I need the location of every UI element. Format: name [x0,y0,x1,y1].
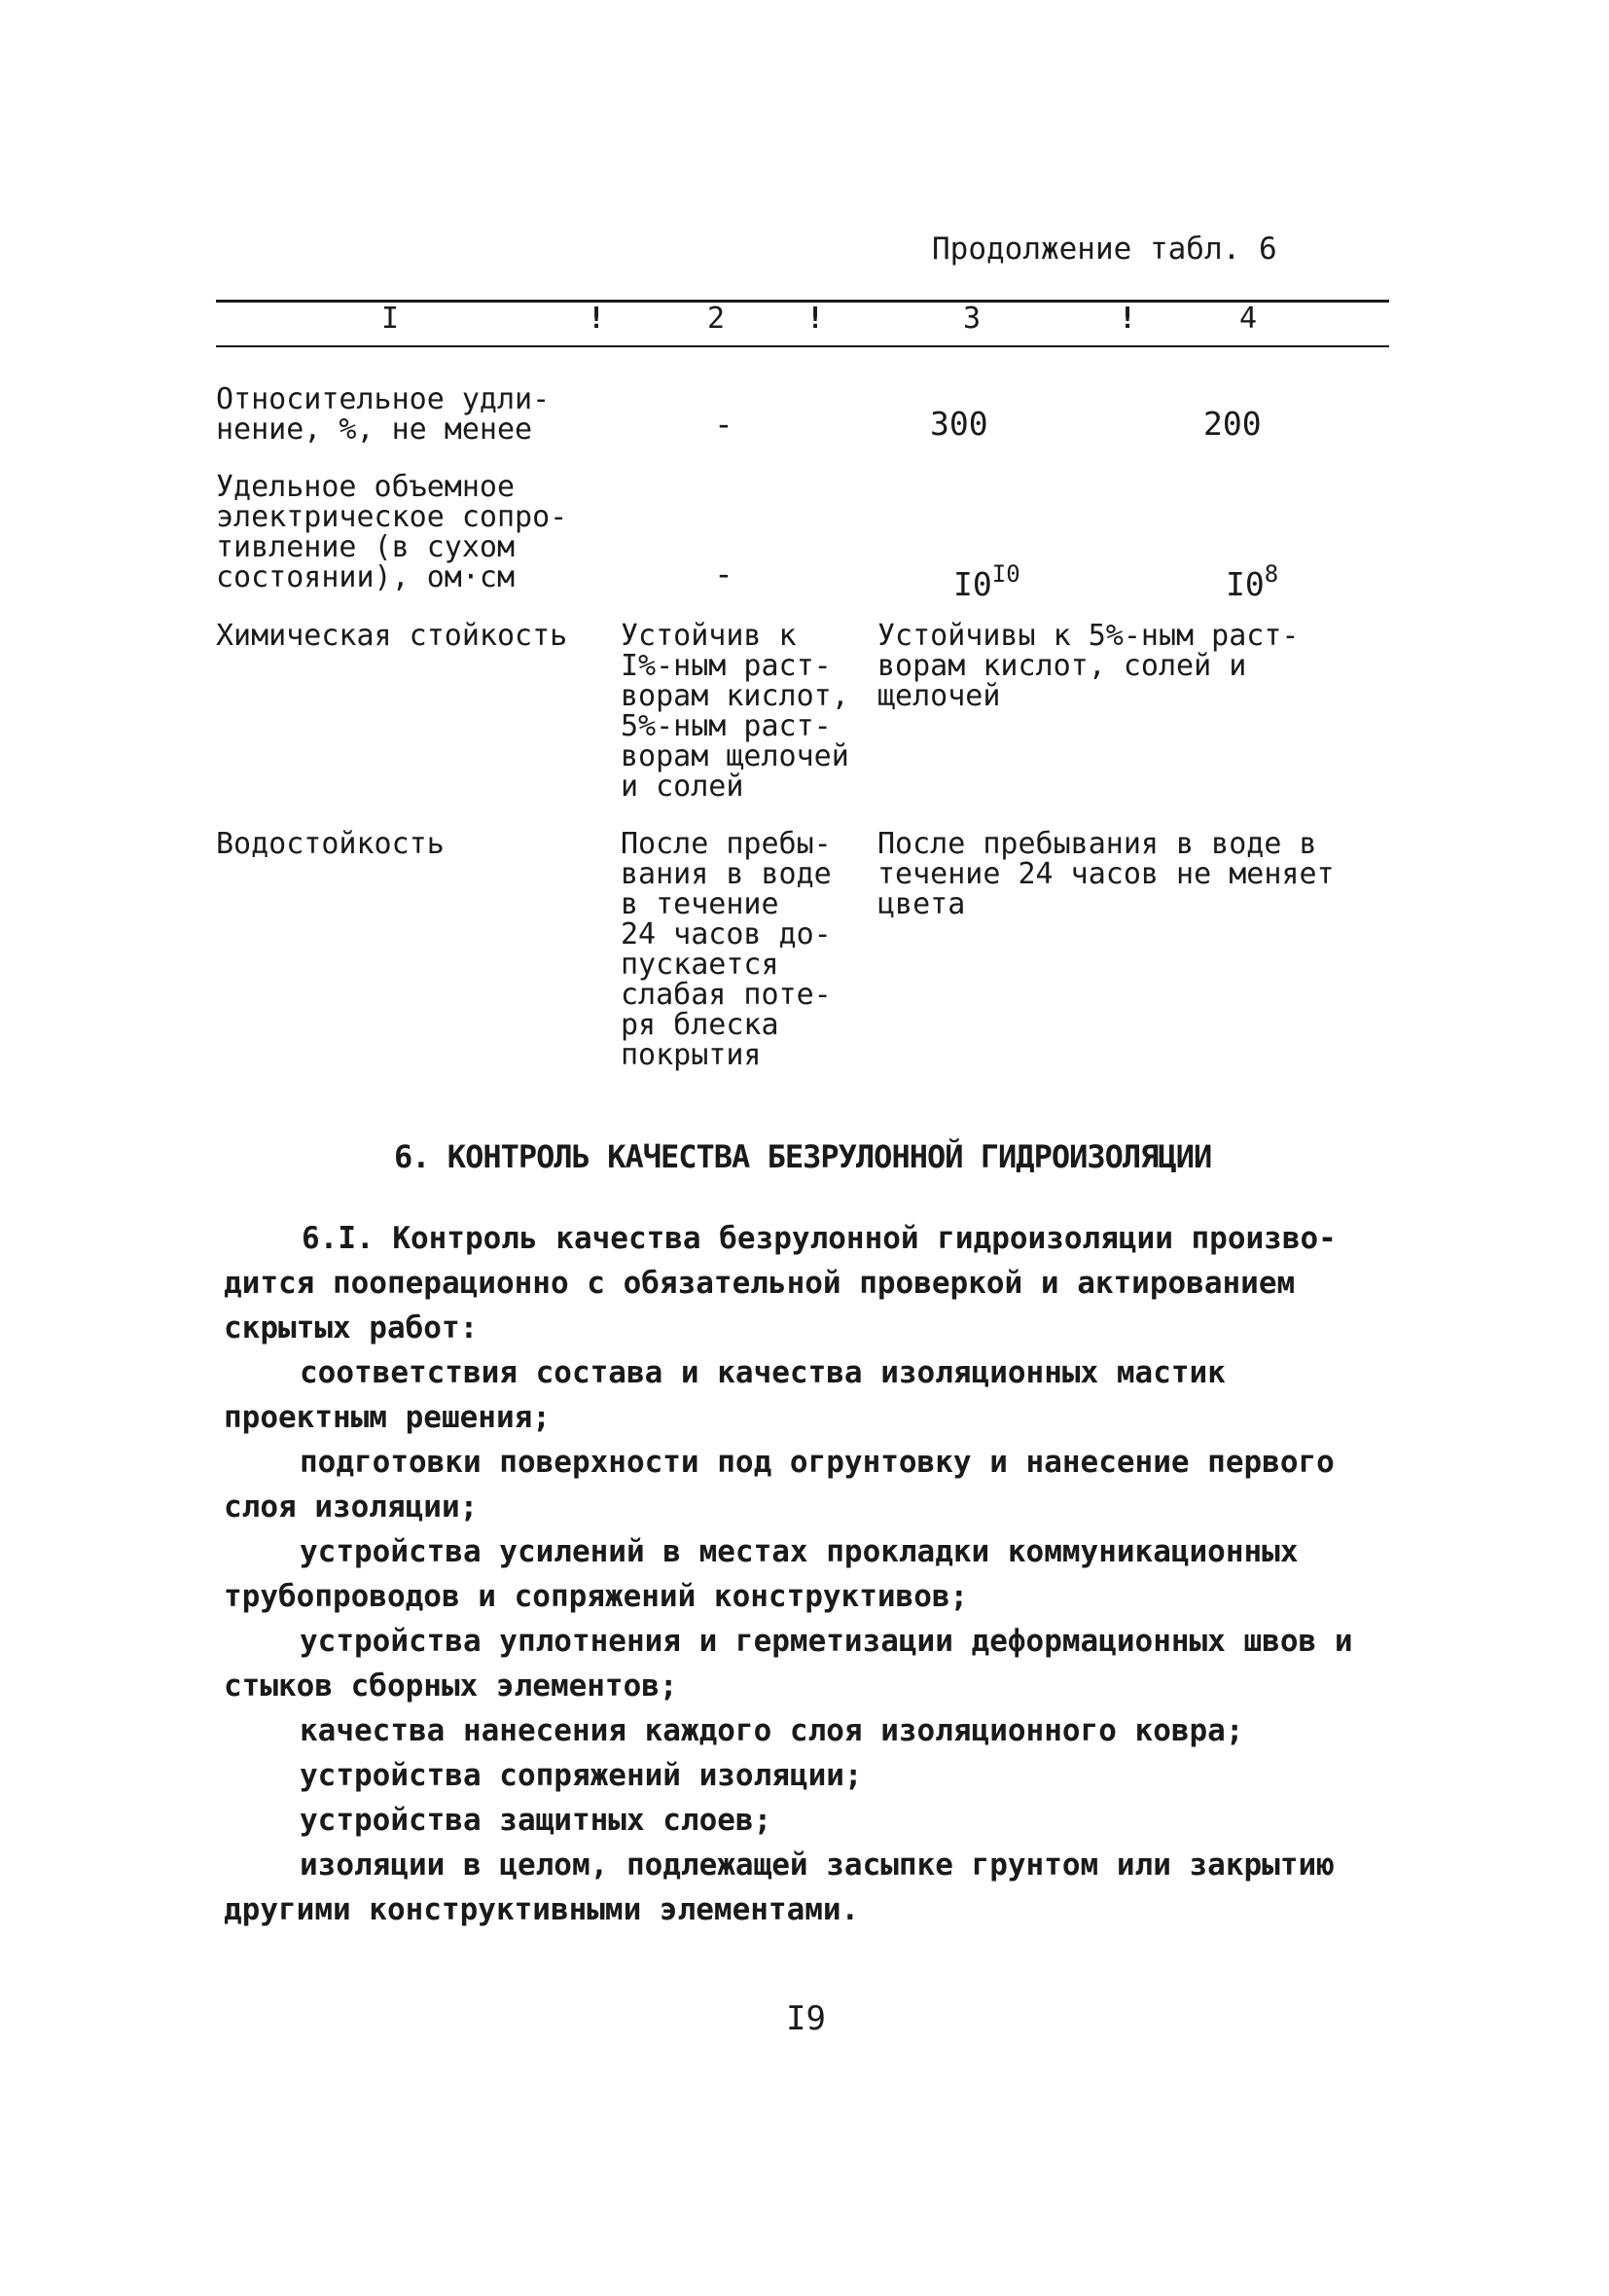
paragraph: изоляции в целом, подлежащей засыпке грунтом или закрытию другими конструктивными элементами. [224,1848,1335,1927]
paragraph: устройства сопряжений изоляции; [300,1758,863,1793]
row-chemical-col2: Устойчив к I%-ным раст- ворам кислот, 5%-ным раст- ворам щелочей и солей [621,619,849,804]
column-number-3: 3 [963,302,982,336]
column-separator: ! [806,302,825,336]
row-resistivity-col4: $I0^8$ [1226,560,1279,603]
column-number-4: 4 [1239,302,1258,336]
paragraph: устройства защитных слоев; [300,1803,772,1838]
table-header-rule [216,345,1389,347]
row-resistivity-property: Удельное объемное электрическое сопро- тивление (в сухом состоянии), ом·см [216,470,568,594]
column-number-1: I [381,302,400,336]
page-number: I9 [786,1999,826,2038]
paragraph: устройства уплотнения и герметизации деформационных швов и стыков сборных элементов; [224,1624,1353,1704]
row-elongation-col3: 300 [930,405,988,443]
paragraph: качества нанесения каждого слоя изоляционного ковра; [300,1713,1244,1748]
column-separator: ! [588,302,606,336]
section-body [224,1216,1391,1932]
row-elongation-col4: 200 [1203,405,1262,443]
paragraph: 6.I. Контроль качества безрулонной гидроизоляции произво-дится пооперационно с обязательной проверкой и актированием скрытых работ: [224,1221,1337,1345]
row-elongation-property: Относительное удли- нение, %, не менее [216,382,551,447]
paragraph: подготовки поверхности под огрунтовку и нанесение первого слоя изоляции; [224,1445,1335,1525]
section-heading: 6. КОНТРОЛЬ КАЧЕСТВА БЕЗРУЛОННОЙ ГИДРОИЗОЛЯЦИИ [394,1138,1212,1175]
column-number-2: 2 [707,302,726,336]
row-chemical-col34: Устойчивы к 5%-ным раст- ворам кислот, солей и щелочей [877,619,1300,713]
row-water-col34: После пребывания в воде в течение 24 часов не меняет цвета [877,827,1335,921]
row-resistivity-col2: - [714,555,733,592]
row-water-property: Водостойкость [216,827,445,861]
paragraph: устройства усилений в местах прокладки коммуникационных трубопроводов и сопряжений конструктивов; [224,1534,1299,1614]
row-elongation-col2: - [714,405,733,443]
table-continuation-label: Продолжение табл. 6 [932,232,1277,267]
column-separator: ! [1119,302,1137,336]
row-water-col2: После пребы- вания в воде в течение 24 часов до- пускается слабая поте- ря блеска покрытия [621,827,832,1072]
paragraph: соответствия состава и качества изоляционных мастик проектным решения; [224,1355,1226,1435]
row-chemical-property: Химическая стойкость [216,619,568,653]
row-resistivity-col3: $I0^{I0}$ [953,560,1020,603]
